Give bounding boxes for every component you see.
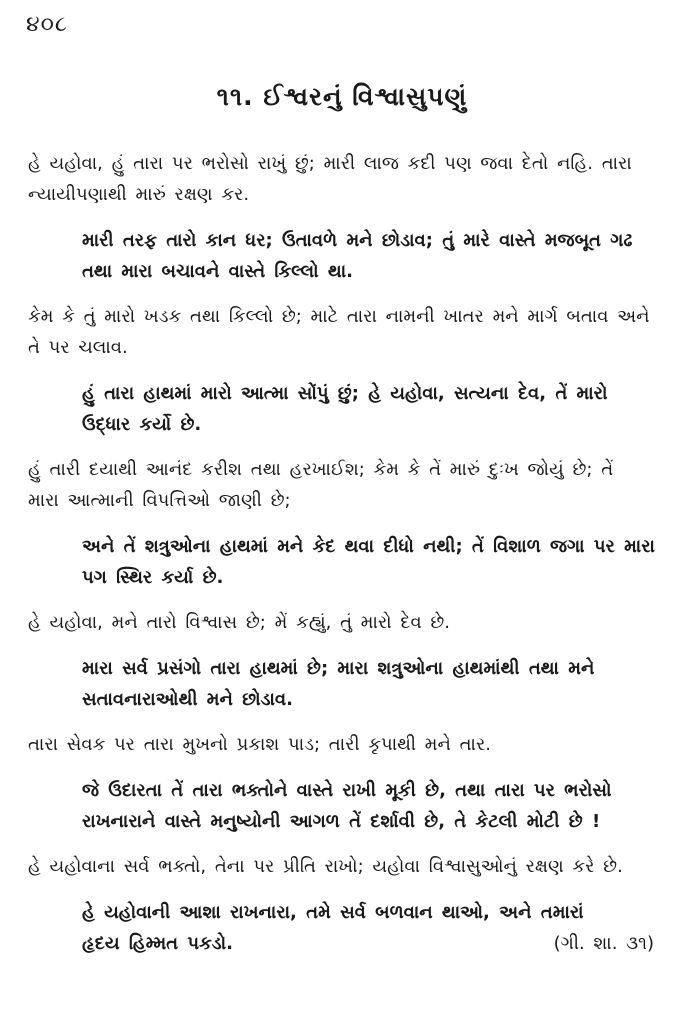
verse-4: હે યહોવા, મને તારો વિશ્વાસ છે; મેં કહ્યું, તું મારો દેવ છે.	[28, 612, 451, 633]
verse-2: કેમ કે તું મારો ખડક તથા કિલ્લો છે; માટે તારા નામની ખાતર મને માર્ગ બતાવ અને તે પર ચલાવ.	[28, 306, 650, 358]
verse-5: તારા સેવક પર તારા મુખનો પ્રકાશ પાડ; તારી કૃપાથી મને તાર.	[28, 734, 491, 755]
verse-1: હે યહોવા, હું તારા પર ભરોસો રાખું છું; મારી લાજ કદી પણ જવા દેતો નહિ. તારા ન્યાયીપણાથી મારું રક્ષણ કર.	[28, 153, 632, 205]
final-response-line-1: હે યહોવાની આશા રાખનારા, તમે સર્વ બળવાન થાઓ, અને તમારાં	[82, 902, 584, 923]
psalm-text	[28, 148, 658, 973]
final-response-line-2: હૃદય હિમ્મત પકડો.	[82, 933, 233, 954]
final-response-last-line	[82, 928, 658, 959]
page-title: ૧૧. ઈશ્વરનું વિશ્વાસુપણું	[216, 82, 468, 111]
page-number: ૪૦૮	[26, 12, 68, 37]
final-response	[28, 897, 658, 959]
verse-3: હું તારી દયાથી આનંદ કરીશ તથા હરખાઈશ; કેમ કે તેં મારું દુઃખ જોયું છે; તેં મારા આત્માની વિપત્તિઓ જાણી છે;	[28, 459, 614, 511]
response-5: જે ઉદારતા તેં તારા ભક્તોને વાસ્તે રાખી મૂકી છે, તથા તારા પર ભરોસો રાખનારાને વાસ્તે મનુષ્યોની આગળ તેં દર્શાવી છે, તે કેટલી મોટી છે !	[82, 780, 612, 832]
response-2: હું તારા હાથમાં મારો આત્મા સોંપું છું; હે યહોવા, સત્યના દેવ, તેં મારો ઉદ્ધાર કર્યો છે.	[82, 383, 608, 435]
response-1: મારી તરફ તારો કાન ધર; ઉતાવળે મને છોડાવ; તું મારે વાસ્તે મજબૂત ગઢ તથા મારા બચાવને વાસ્તે કિલ્લો થા.	[82, 230, 633, 282]
response-4: મારા સર્વ પ્રસંગો તારા હાથમાં છે; મારા શત્રુઓના હાથમાંથી તથા મને સતાવનારાઓથી મને છોડાવ.	[82, 658, 595, 710]
scripture-reference: (ગી. શા. ૩૧)	[553, 933, 654, 954]
response-3: અને તેં શત્રુઓના હાથમાં મને કેદ થવા દીધો નથી; તેં વિશાળ જગા પર મારા પગ સ્થિર કર્યા છે.	[82, 536, 655, 588]
verse-6: હે યહોવાના સર્વ ભક્તો, તેના પર પ્રીતિ રાખો; યહોવા વિશ્વાસુઓનું રક્ષણ કરે છે.	[28, 856, 623, 877]
